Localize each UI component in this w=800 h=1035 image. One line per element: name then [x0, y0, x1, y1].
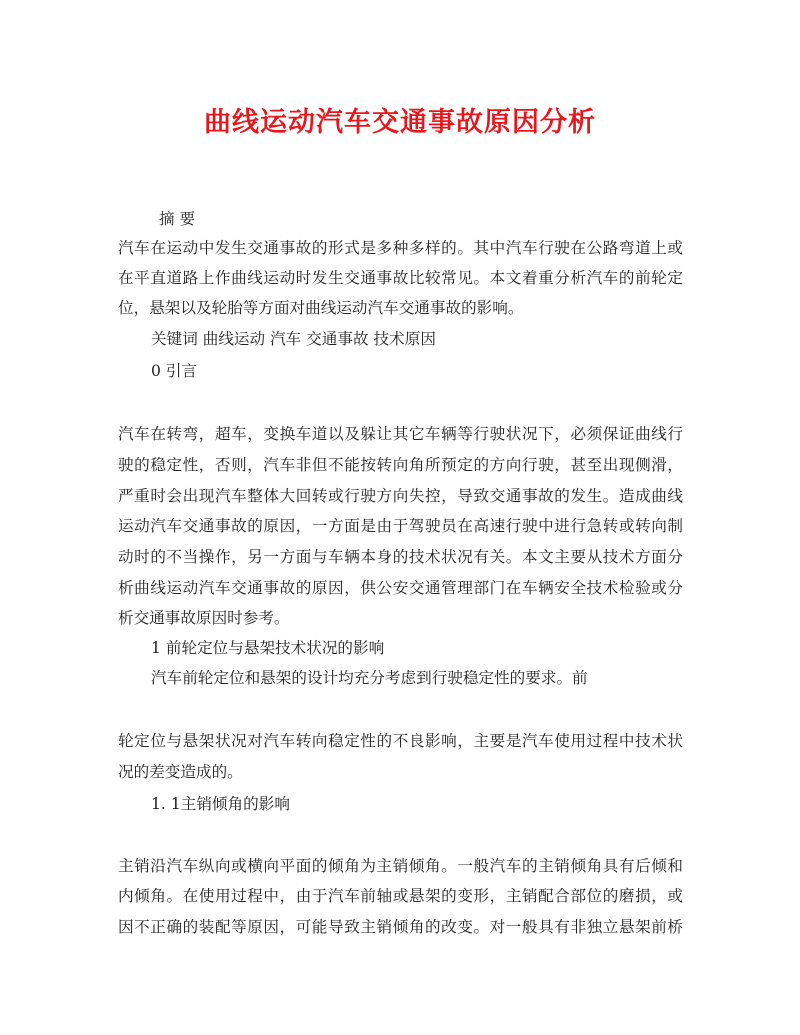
intro-line: 严重时会出现汽车整体大回转或行驶方向失控，导致交通事故的发生。造成曲线	[118, 487, 683, 505]
section11-line: 内倾角。在使用过程中，由于汽车前轴或悬架的变形，主销配合部位的磨损，或	[118, 887, 683, 905]
abstract-line: 汽车在运动中发生交通事故的形式是多种多样的。其中汽车行驶在公路弯道上或	[118, 239, 683, 257]
intro-line: 运动汽车交通事故的原因，一方面是由于驾驶员在高速行驶中进行急转或转向制	[118, 517, 683, 535]
section-heading-1-1: 1. 1主销倾角的影响	[151, 795, 290, 813]
section1-intro-line: 汽车前轮定位和悬架的设计均充分考虑到行驶稳定性的要求。前	[151, 669, 588, 687]
intro-line: 析曲线运动汽车交通事故的原因，供公安交通管理部门在车辆安全技术检验或分	[118, 579, 683, 597]
abstract-heading: 摘 要	[159, 210, 196, 228]
section-heading-intro: 0 引言	[151, 362, 198, 380]
intro-line: 汽车在转弯，超车，变换车道以及躲让其它车辆等行驶状况下，必须保证曲线行	[118, 425, 683, 443]
intro-line: 动时的不当操作，另一方面与车辆本身的技术状况有关。本文主要从技术方面分	[118, 548, 683, 566]
section1-line: 况的差变造成的。	[118, 763, 243, 781]
document-title: 曲线运动汽车交通事故原因分析	[204, 107, 596, 138]
section1-line: 轮定位与悬架状况对汽车转向稳定性的不良影响，主要是汽车使用过程中技术状	[118, 732, 683, 750]
intro-line: 析交通事故原因时参考。	[118, 609, 290, 627]
section11-line: 因不正确的装配等原因，可能导致主销倾角的改变。对一般具有非独立悬架前桥	[118, 918, 683, 936]
section-heading-1: 1 前轮定位与悬架技术状况的影响	[151, 639, 385, 657]
section11-line: 主销沿汽车纵向或横向平面的倾角为主销倾角。一般汽车的主销倾角具有后倾和	[118, 857, 683, 875]
abstract-line: 在平直道路上作曲线运动时发生交通事故比较常见。本文着重分析汽车的前轮定	[118, 269, 683, 287]
keywords-line: 关键词 曲线运动 汽车 交通事故 技术原因	[151, 330, 436, 348]
abstract-line: 位，悬架以及轮胎等方面对曲线运动汽车交通事故的影响。	[118, 299, 524, 317]
intro-line: 驶的稳定性，否则，汽车非但不能按转向角所预定的方向行驶，甚至出现侧滑，	[118, 456, 683, 474]
